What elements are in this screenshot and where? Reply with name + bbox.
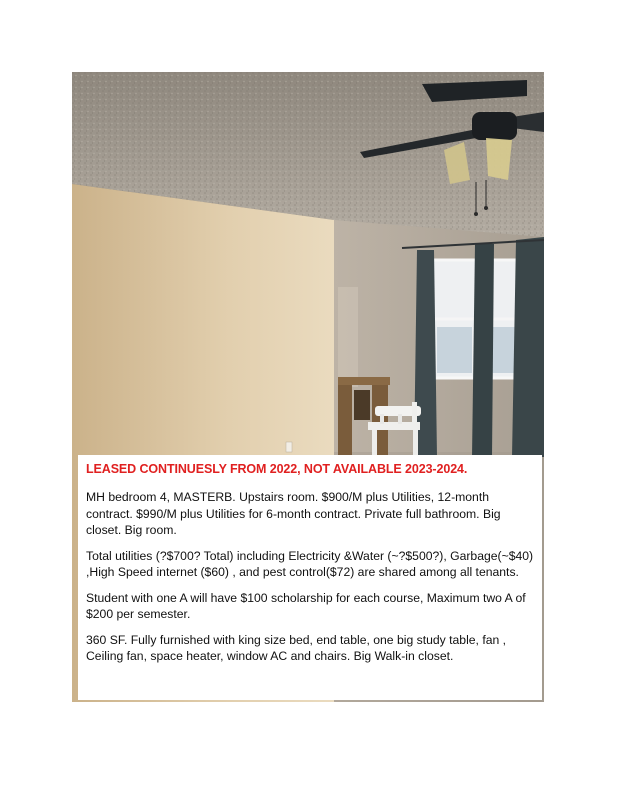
listing-textbox [78, 455, 542, 700]
room-description: MH bedroom 4, MASTERB. Upstairs room. $900/M plus Utilities, 12-month contract. $990/M plus Utilities for 6-month contract. Private full bathroom. Big closet. Big room. [86, 490, 501, 537]
utilities-description: Total utilities (?$700? Total) including Electricity &Water (~?$500?), Garbage(~$40) ,High Speed internet ($60) , and pest control($72) are shared among all tenants. [86, 548, 534, 579]
leased-headline: LEASED CONTINUESLY FROM 2022, NOT AVAILABLE 2023-2024. [86, 462, 468, 476]
furnishing-description: 360 SF. Fully furnished with king size bed, end table, one big study table, fan , Ceiling fan, space heater, window AC and chairs. Big Walk-in closet. [86, 632, 507, 663]
room-photo [72, 72, 544, 702]
scholarship-description: Student with one A will have $100 scholarship for each course, Maximum two A of $200 per semester. [86, 590, 526, 621]
